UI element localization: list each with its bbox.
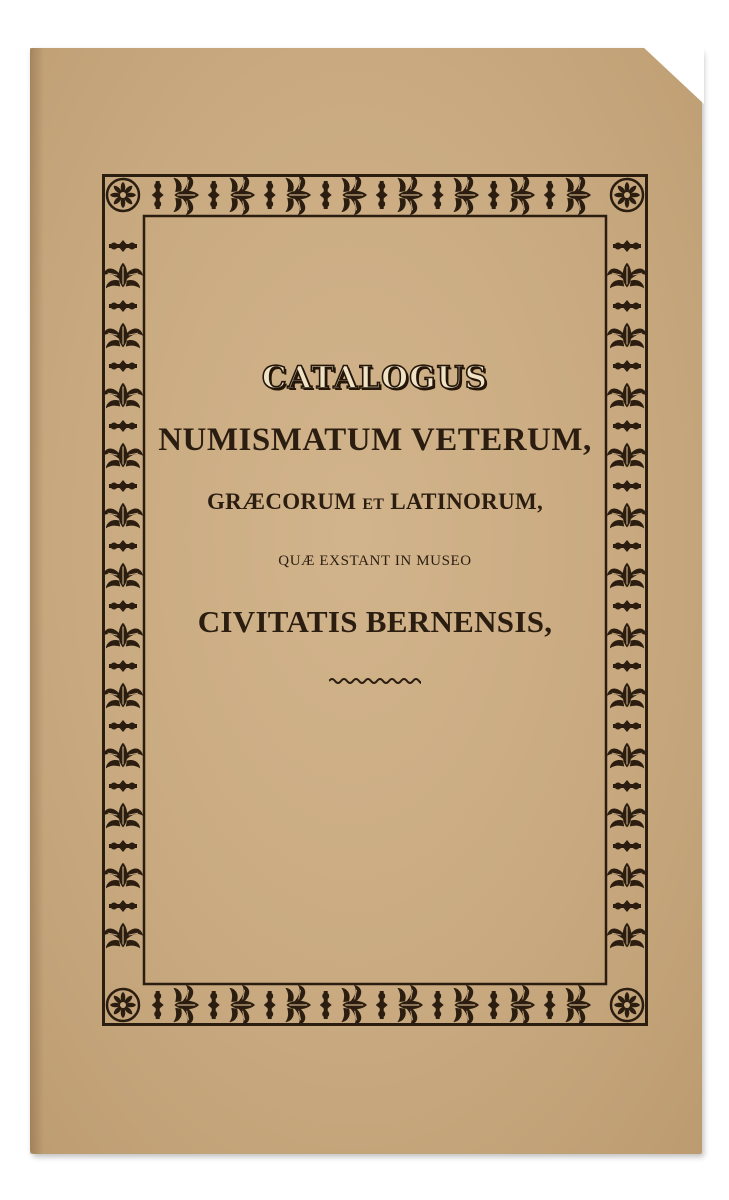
folded-corner (642, 46, 704, 104)
title-quae-exstant: QUÆ EXSTANT IN MUSEO (278, 553, 472, 569)
palmette-ornament (103, 323, 143, 349)
spacer-ornament (208, 991, 220, 1019)
title-graecorum: GRÆCORUM (206, 489, 357, 514)
palmette-ornament (229, 985, 255, 1025)
palmette-ornament (453, 985, 479, 1025)
palmette-ornament (285, 985, 311, 1025)
spacer-ornament (109, 240, 137, 252)
palmette-ornament (103, 683, 143, 709)
corner-rosette (107, 179, 139, 211)
spacer-ornament (109, 720, 137, 732)
spacer-ornament (152, 991, 164, 1019)
palmette-ornament (103, 263, 143, 289)
spacer-ornament (109, 780, 137, 792)
spacer-ornament (613, 780, 641, 792)
title-latinorum: LATINORUM, (390, 489, 544, 514)
palmette-ornament (341, 985, 367, 1025)
spacer-ornament (613, 900, 641, 912)
palmette-ornament (607, 803, 647, 829)
spacer-ornament (613, 720, 641, 732)
title-block (142, 218, 608, 978)
title-catalogus: CATALOGUS (261, 360, 489, 396)
palmette-ornament (607, 443, 647, 469)
palmette-ornament (173, 175, 199, 215)
palmette-ornament (103, 503, 143, 529)
corner-rosette (107, 989, 139, 1021)
spacer-ornament (488, 181, 500, 209)
spacer-ornament (109, 300, 137, 312)
spacer-ornament (432, 181, 444, 209)
spacer-ornament (613, 300, 641, 312)
palmette-ornament (397, 175, 423, 215)
wavy-rule-ornament (329, 676, 421, 686)
spacer-ornament (109, 360, 137, 372)
palmette-ornament (103, 743, 143, 769)
palmette-ornament (509, 175, 535, 215)
corner-rosette (611, 989, 643, 1021)
spacer-ornament (208, 181, 220, 209)
title-et: ET (362, 496, 385, 513)
palmette-ornament (103, 923, 143, 949)
palmette-ornament (103, 443, 143, 469)
title-graecorum-latinorum (142, 489, 608, 515)
spacer-ornament (488, 991, 500, 1019)
corner-rosette (611, 179, 643, 211)
title-numismatum-veterum: NUMISMATUM VETERUM, (158, 422, 592, 458)
spacer-ornament (109, 420, 137, 432)
palmette-ornament (397, 985, 423, 1025)
spacer-ornament (320, 181, 332, 209)
palmette-ornament (607, 863, 647, 889)
palmette-ornament (103, 383, 143, 409)
spacer-ornament (152, 181, 164, 209)
palmette-ornament (565, 175, 591, 215)
spacer-ornament (613, 660, 641, 672)
title-civitatis-bernensis: CIVITATIS BERNENSIS, (197, 604, 553, 639)
palmette-ornament (103, 623, 143, 649)
spacer-ornament (264, 181, 276, 209)
spacer-ornament (613, 600, 641, 612)
spacer-ornament (613, 840, 641, 852)
palmette-ornament (509, 985, 535, 1025)
palmette-ornament (607, 623, 647, 649)
spacer-ornament (613, 480, 641, 492)
palmette-ornament (607, 263, 647, 289)
palmette-ornament (229, 175, 255, 215)
spacer-ornament (613, 240, 641, 252)
palmette-ornament (103, 863, 143, 889)
palmette-ornament (103, 803, 143, 829)
spacer-ornament (544, 181, 556, 209)
palmette-ornament (607, 383, 647, 409)
palmette-ornament (173, 985, 199, 1025)
spacer-ornament (109, 600, 137, 612)
spacer-ornament (432, 991, 444, 1019)
palmette-ornament (565, 985, 591, 1025)
spacer-ornament (320, 991, 332, 1019)
spacer-ornament (376, 181, 388, 209)
spacer-ornament (109, 540, 137, 552)
palmette-ornament (453, 175, 479, 215)
palmette-ornament (607, 743, 647, 769)
palmette-ornament (607, 683, 647, 709)
palmette-ornament (607, 503, 647, 529)
palmette-ornament (285, 175, 311, 215)
palmette-ornament (103, 563, 143, 589)
palmette-ornament (607, 923, 647, 949)
pamphlet-cover (30, 48, 702, 1154)
spacer-ornament (109, 480, 137, 492)
palmette-ornament (607, 323, 647, 349)
palmette-ornament (341, 175, 367, 215)
spacer-ornament (376, 991, 388, 1019)
spacer-ornament (109, 840, 137, 852)
spacer-ornament (544, 991, 556, 1019)
spacer-ornament (264, 991, 276, 1019)
spacer-ornament (109, 660, 137, 672)
palmette-ornament (607, 563, 647, 589)
spacer-ornament (613, 360, 641, 372)
spacer-ornament (613, 420, 641, 432)
spacer-ornament (613, 540, 641, 552)
spacer-ornament (109, 900, 137, 912)
